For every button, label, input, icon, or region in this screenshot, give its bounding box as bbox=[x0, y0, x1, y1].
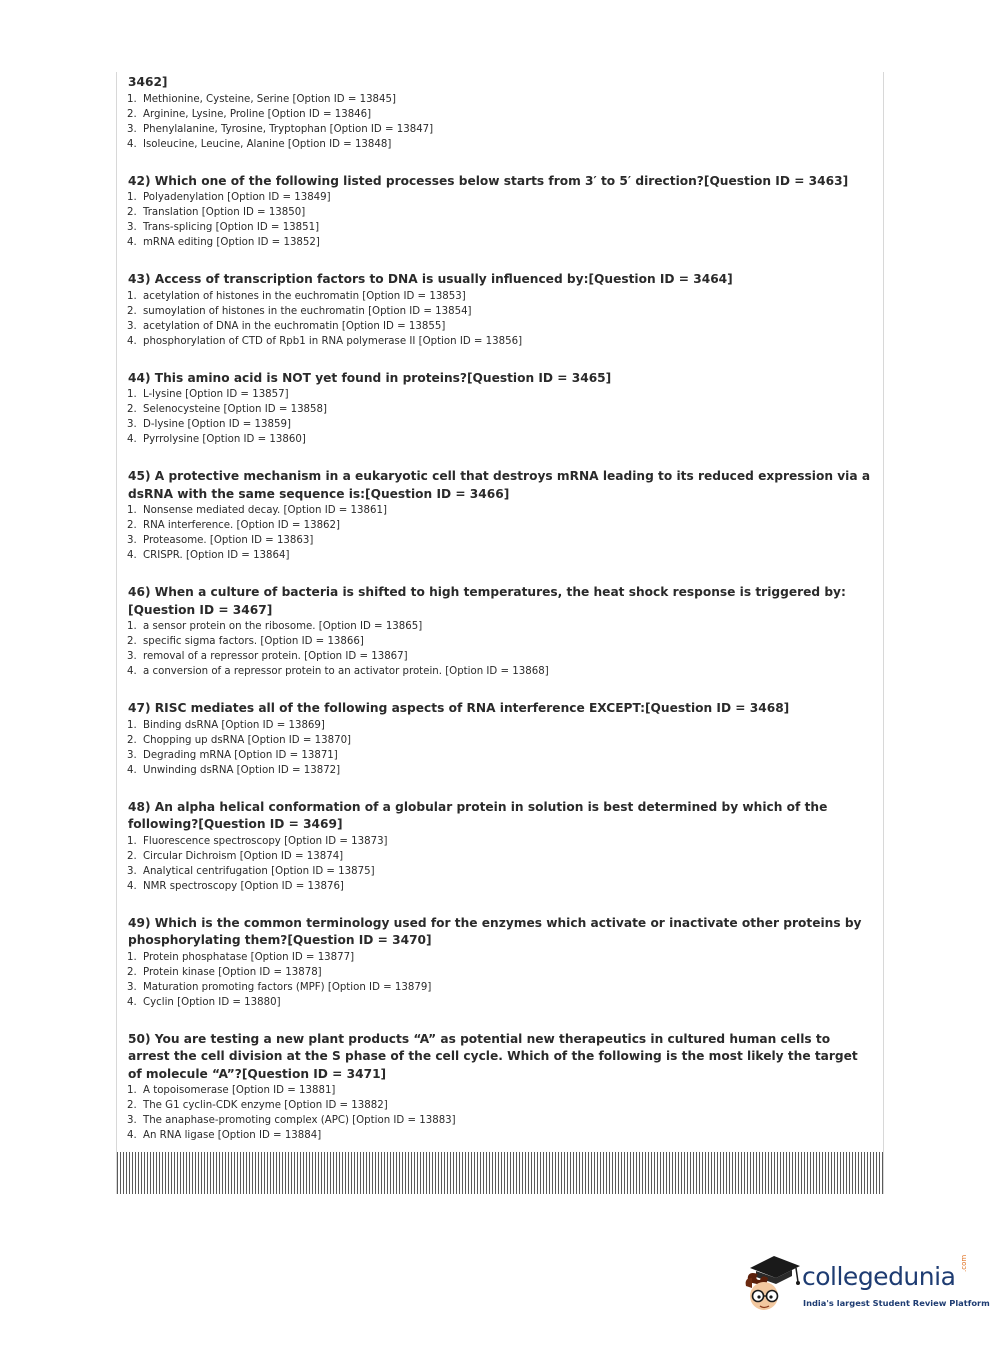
option-text: Binding dsRNA [Option ID = 13869] bbox=[143, 719, 325, 731]
option-item bbox=[127, 137, 875, 152]
option-item bbox=[127, 122, 875, 137]
option-text: specific sigma factors. [Option ID = 13866] bbox=[143, 636, 364, 647]
option-text: Protein kinase [Option ID = 13878] bbox=[143, 966, 322, 978]
question-block bbox=[127, 370, 875, 448]
brand-tagline: India's largest Student Review Platform bbox=[803, 1298, 990, 1308]
option-item bbox=[127, 995, 875, 1010]
option-text: The anaphase-promoting complex (APC) [Option ID = 13883] bbox=[143, 1115, 456, 1126]
option-text: The G1 cyclin-CDK enzyme [Option ID = 13882] bbox=[143, 1100, 388, 1111]
option-text: a sensor protein on the ribosome. [Option ID = 13865] bbox=[143, 621, 423, 632]
option-number: 1. bbox=[127, 951, 137, 963]
option-text: mRNA editing [Option ID = 13852] bbox=[143, 237, 320, 248]
option-text: Isoleucine, Leucine, Alanine [Option ID = 13848] bbox=[143, 138, 392, 150]
option-text: D-lysine [Option ID = 13859] bbox=[143, 419, 291, 430]
option-item bbox=[127, 220, 875, 235]
question-text: 3462] bbox=[128, 75, 168, 89]
option-text: Protein phosphatase [Option ID = 13877] bbox=[143, 951, 355, 963]
option-number: 1. bbox=[127, 192, 137, 203]
option-item bbox=[127, 879, 875, 894]
option-list bbox=[127, 834, 875, 894]
option-text: sumoylation of histones in the euchromatin [Option ID = 13854] bbox=[143, 305, 472, 317]
brand-domain-suffix: .com bbox=[960, 1254, 968, 1272]
question-text: 44) This amino acid is NOT yet found in proteins?[Question ID = 3465] bbox=[128, 370, 612, 385]
option-text: Fluorescence spectroscopy [Option ID = 13873] bbox=[143, 835, 388, 847]
option-item bbox=[127, 503, 875, 518]
option-number: 4. bbox=[127, 1130, 137, 1141]
option-number: 4. bbox=[127, 138, 137, 150]
option-number: 1. bbox=[127, 93, 137, 105]
option-text: acetylation of histones in the euchromatin [Option ID = 13853] bbox=[143, 290, 466, 302]
option-text: phosphorylation of CTD of Rpb1 in RNA polymerase II [Option ID = 13856] bbox=[143, 335, 523, 347]
brand-name: collegedunia bbox=[802, 1262, 956, 1291]
option-text: Proteasome. [Option ID = 13863] bbox=[143, 535, 314, 546]
option-number: 3. bbox=[127, 749, 137, 761]
option-item bbox=[127, 289, 875, 304]
option-text: CRISPR. [Option ID = 13864] bbox=[143, 550, 290, 561]
option-item bbox=[127, 548, 875, 563]
option-item bbox=[127, 417, 875, 432]
option-number: 3. bbox=[127, 222, 137, 233]
question-text: 43) Access of transcription factors to DNA is usually influenced by:[Question ID = 3464] bbox=[128, 272, 733, 286]
option-number: 1. bbox=[127, 621, 137, 632]
option-item bbox=[127, 432, 875, 447]
option-text: A topoisomerase [Option ID = 13881] bbox=[143, 1085, 336, 1096]
option-text: RNA interference. [Option ID = 13862] bbox=[143, 520, 340, 531]
option-item bbox=[127, 334, 875, 349]
option-text: Polyadenylation [Option ID = 13849] bbox=[143, 192, 331, 203]
option-text: Nonsense mediated decay. [Option ID = 13861] bbox=[143, 505, 387, 516]
option-number: 4. bbox=[127, 237, 137, 248]
option-item bbox=[127, 92, 875, 107]
option-list bbox=[127, 92, 875, 152]
option-text: Unwinding dsRNA [Option ID = 13872] bbox=[143, 764, 341, 776]
question-block bbox=[127, 915, 875, 1010]
option-item bbox=[127, 533, 875, 548]
option-number: 2. bbox=[127, 520, 137, 531]
option-list bbox=[127, 950, 875, 1010]
option-text: Translation [Option ID = 13850] bbox=[143, 207, 306, 218]
option-number: 1. bbox=[127, 389, 137, 400]
question-block bbox=[127, 173, 875, 251]
question-text: 46) When a culture of bacteria is shifted to high temperatures, the heat shock response is triggered by:[Question ID = 3467] bbox=[128, 585, 846, 617]
option-item bbox=[127, 864, 875, 879]
option-list bbox=[127, 289, 875, 349]
document-page bbox=[116, 72, 884, 1194]
option-item bbox=[127, 319, 875, 334]
option-item bbox=[127, 664, 875, 679]
barcode-strip bbox=[117, 1152, 883, 1194]
question-list bbox=[127, 74, 875, 1164]
option-list bbox=[127, 387, 875, 447]
option-number: 3. bbox=[127, 1115, 137, 1126]
option-number: 2. bbox=[127, 404, 137, 415]
question-block bbox=[127, 1031, 875, 1144]
option-list bbox=[127, 190, 875, 250]
option-item bbox=[127, 849, 875, 864]
option-item bbox=[127, 387, 875, 402]
option-item bbox=[127, 1083, 875, 1098]
option-text: An RNA ligase [Option ID = 13884] bbox=[143, 1130, 322, 1141]
option-number: 2. bbox=[127, 734, 137, 746]
question-text: 47) RISC mediates all of the following aspects of RNA interference EXCEPT:[Question ID = 3468] bbox=[128, 701, 790, 715]
option-list bbox=[127, 619, 875, 679]
option-number: 3. bbox=[127, 535, 137, 546]
option-text: NMR spectroscopy [Option ID = 13876] bbox=[143, 880, 344, 892]
option-number: 2. bbox=[127, 305, 137, 317]
option-number: 1. bbox=[127, 1085, 137, 1096]
option-number: 3. bbox=[127, 123, 137, 135]
option-number: 2. bbox=[127, 1100, 137, 1111]
option-number: 4. bbox=[127, 550, 137, 561]
question-text: 50) You are testing a new plant products “A” as potential new therapeutics in cultured human cells to arrest the cell division at the S phase of the cell cycle. Which of the following is the most likely the target of molecule “A”?[Question ID = 3471] bbox=[128, 1031, 858, 1081]
option-text: Chopping up dsRNA [Option ID = 13870] bbox=[143, 734, 352, 746]
option-number: 2. bbox=[127, 850, 137, 862]
option-text: Phenylalanine, Tyrosine, Tryptophan [Option ID = 13847] bbox=[143, 123, 434, 135]
option-text: removal of a repressor protein. [Option ID = 13867] bbox=[143, 651, 408, 662]
option-item bbox=[127, 634, 875, 649]
option-number: 3. bbox=[127, 651, 137, 662]
option-number: 1. bbox=[127, 719, 137, 731]
option-text: a conversion of a repressor protein to an activator protein. [Option ID = 13868] bbox=[143, 666, 549, 677]
option-item bbox=[127, 965, 875, 980]
option-number: 4. bbox=[127, 335, 137, 347]
option-text: Trans-splicing [Option ID = 13851] bbox=[143, 222, 320, 233]
question-block bbox=[127, 271, 875, 349]
option-number: 1. bbox=[127, 835, 137, 847]
option-text: L-lysine [Option ID = 13857] bbox=[143, 389, 289, 400]
question-block bbox=[127, 700, 875, 778]
option-number: 3. bbox=[127, 865, 137, 877]
option-number: 3. bbox=[127, 981, 137, 993]
option-text: Selenocysteine [Option ID = 13858] bbox=[143, 404, 327, 415]
option-item bbox=[127, 950, 875, 965]
option-item bbox=[127, 205, 875, 220]
option-number: 4. bbox=[127, 880, 137, 892]
option-text: Analytical centrifugation [Option ID = 13875] bbox=[143, 865, 375, 877]
question-block bbox=[127, 584, 875, 679]
option-number: 4. bbox=[127, 434, 137, 445]
option-list bbox=[127, 1083, 875, 1143]
option-item bbox=[127, 518, 875, 533]
option-item bbox=[127, 235, 875, 250]
student-mascot-icon bbox=[742, 1252, 804, 1314]
option-number: 1. bbox=[127, 505, 137, 516]
option-list bbox=[127, 718, 875, 778]
option-item bbox=[127, 834, 875, 849]
option-item bbox=[127, 748, 875, 763]
option-item bbox=[127, 763, 875, 778]
option-item bbox=[127, 733, 875, 748]
option-item bbox=[127, 107, 875, 122]
option-item bbox=[127, 980, 875, 995]
option-number: 3. bbox=[127, 320, 137, 332]
option-text: Circular Dichroism [Option ID = 13874] bbox=[143, 850, 344, 862]
question-text: 45) A protective mechanism in a eukaryotic cell that destroys mRNA leading to its reduced expression via a dsRNA with the same sequence is:[Question ID = 3466] bbox=[128, 469, 871, 501]
option-item bbox=[127, 718, 875, 733]
option-number: 4. bbox=[127, 666, 137, 677]
option-number: 2. bbox=[127, 108, 137, 120]
option-text: Pyrrolysine [Option ID = 13860] bbox=[143, 434, 306, 445]
option-number: 2. bbox=[127, 207, 137, 218]
option-list bbox=[127, 503, 875, 563]
option-item bbox=[127, 619, 875, 634]
question-text: 42) Which one of the following listed processes below starts from 3′ to 5′ direction?[Question ID = 3463] bbox=[128, 173, 849, 188]
option-item bbox=[127, 190, 875, 205]
option-text: Degrading mRNA [Option ID = 13871] bbox=[143, 749, 338, 761]
question-text: 49) Which is the common terminology used for the enzymes which activate or inactivate other proteins by phosphorylating them?[Question ID = 3470] bbox=[128, 915, 862, 947]
option-number: 2. bbox=[127, 966, 137, 978]
option-item bbox=[127, 402, 875, 417]
question-text: 48) An alpha helical conformation of a globular protein in solution is best determined by which of the following?[Question ID = 3469] bbox=[128, 799, 828, 831]
question-continuation bbox=[127, 74, 875, 152]
option-item bbox=[127, 304, 875, 319]
question-block bbox=[127, 468, 875, 563]
option-text: acetylation of DNA in the euchromatin [Option ID = 13855] bbox=[143, 320, 446, 332]
option-text: Cyclin [Option ID = 13880] bbox=[143, 996, 281, 1008]
option-item bbox=[127, 649, 875, 664]
option-text: Arginine, Lysine, Proline [Option ID = 13846] bbox=[143, 108, 372, 120]
option-number: 1. bbox=[127, 290, 137, 302]
option-number: 4. bbox=[127, 996, 137, 1008]
option-text: Methionine, Cysteine, Serine [Option ID = 13845] bbox=[143, 93, 396, 105]
question-block bbox=[127, 799, 875, 894]
option-number: 3. bbox=[127, 419, 137, 430]
option-number: 4. bbox=[127, 764, 137, 776]
option-item bbox=[127, 1128, 875, 1143]
collegedunia-logo bbox=[742, 1250, 990, 1320]
option-text: Maturation promoting factors (MPF) [Option ID = 13879] bbox=[143, 981, 432, 993]
option-number: 2. bbox=[127, 636, 137, 647]
option-item bbox=[127, 1098, 875, 1113]
option-item bbox=[127, 1113, 875, 1128]
